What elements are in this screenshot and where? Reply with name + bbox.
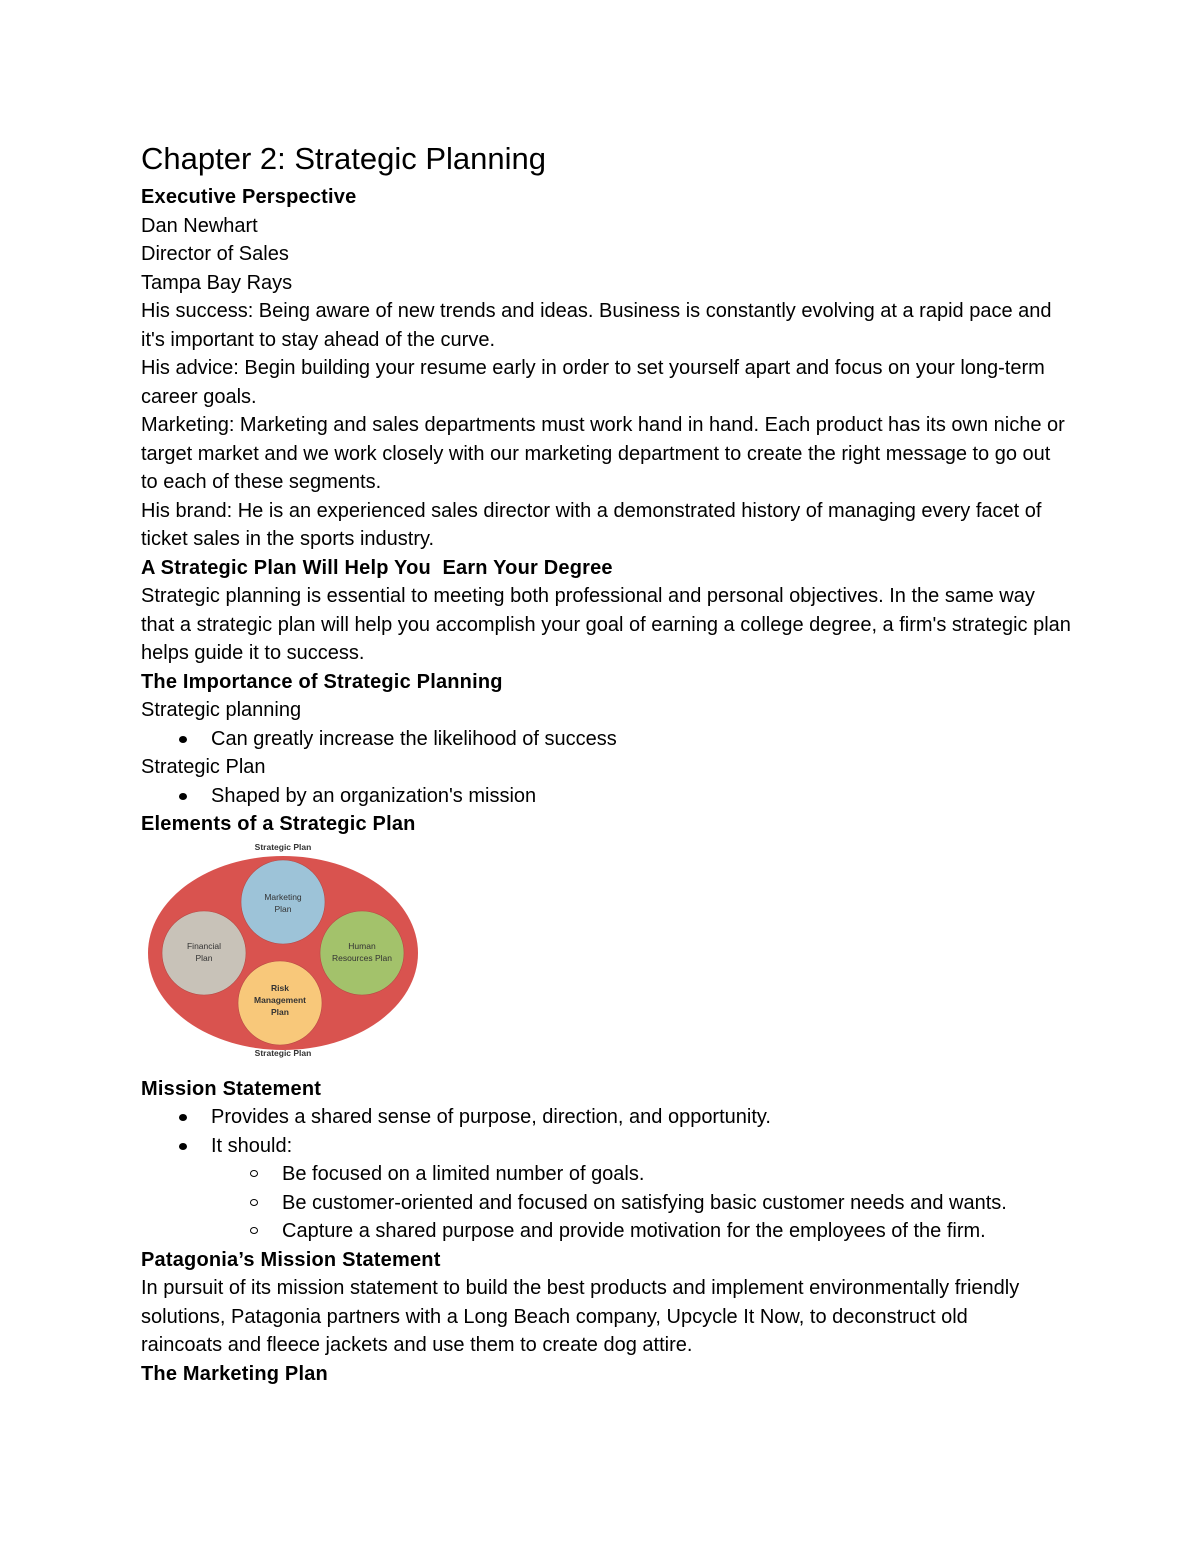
hr-plan-label-1: Human (348, 940, 376, 951)
executive-org: Tampa Bay Rays (141, 271, 293, 294)
risk-plan-label-1: Risk (271, 982, 289, 993)
risk-plan-label-3: Plan (271, 1006, 289, 1017)
list-item: It should: (141, 1132, 1071, 1161)
section-heading-marketing-plan: The Marketing Plan (141, 1362, 328, 1385)
financial-plan-label-2: Plan (195, 952, 213, 963)
page-title: Chapter 2: Strategic Planning (141, 141, 546, 176)
sub-list-item: Be customer-oriented and focused on satisfying basic customer needs and wants. (141, 1189, 1071, 1218)
section-heading-earn-degree: A Strategic Plan Will Help You Earn Your Degree (141, 556, 613, 579)
executive-marketing: Marketing: Marketing and sales departments must work hand in hand. Each product has its own niche or target market and we work closely with our marketing department to create the right message to go out to each of these segments. (141, 414, 1065, 493)
importance-list-2 (141, 782, 1071, 811)
financial-plan-label-1: Financial (186, 940, 222, 951)
strategic-plan-diagram (145, 841, 425, 1059)
section-heading-mission-statement: Mission Statement (141, 1077, 322, 1100)
sub-list-item: Be focused on a limited number of goals. (141, 1160, 1071, 1189)
marketing-plan-circle (241, 860, 325, 944)
marketing-plan-label-2: Plan (274, 903, 292, 914)
section-heading-importance: The Importance of Strategic Planning (141, 670, 503, 693)
term-strategic-plan: Strategic Plan (141, 756, 266, 778)
mission-list (141, 1103, 1071, 1160)
hr-plan-label-2: Resources Plan (331, 952, 393, 963)
list-item: Can greatly increase the likelihood of success (141, 725, 1071, 754)
importance-list-1 (141, 725, 1071, 754)
mission-sublist (141, 1160, 1071, 1246)
degree-paragraph: Strategic planning is essential to meeting both professional and personal objectives. In the same way that a strategic plan will help you accomplish your goal of earning a college degree, a firm's strategic plan helps guide it to success. (141, 585, 1071, 664)
document-page (141, 137, 1071, 1388)
diagram-top-label: Strategic Plan (254, 841, 312, 852)
executive-brand: His brand: He is an experienced sales director with a demonstrated history of managing every facet of ticket sales in the sports industry. (141, 499, 1042, 550)
executive-success: His success: Being aware of new trends and ideas. Business is constantly evolving at a rapid pace and it's important to stay ahead of the curve. (141, 300, 1052, 351)
executive-role: Director of Sales (141, 243, 289, 265)
section-heading-patagonia: Patagonia’s Mission Statement (141, 1248, 441, 1271)
section-heading-elements: Elements of a Strategic Plan (141, 813, 416, 835)
section-heading-executive-perspective: Executive Perspective (141, 186, 357, 208)
executive-name: Dan Newhart (141, 214, 258, 237)
sub-list-item: Capture a shared purpose and provide motivation for the employees of the firm. (141, 1217, 1071, 1246)
risk-plan-label-2: Management (254, 994, 306, 1005)
marketing-plan-label-1: Marketing (264, 891, 302, 902)
patagonia-paragraph: In pursuit of its mission statement to build the best products and implement environmentally friendly solutions, Patagonia partners with a Long Beach company, Upcycle It Now, to deconstruct old raincoats and fleece jackets and use them to create dog attire. (141, 1277, 1020, 1356)
diagram-bottom-label: Strategic Plan (254, 1047, 312, 1058)
list-item: Shaped by an organization's mission (141, 782, 1071, 811)
list-item: Provides a shared sense of purpose, direction, and opportunity. (141, 1103, 1071, 1132)
term-strategic-planning: Strategic planning (141, 699, 302, 721)
executive-advice: His advice: Begin building your resume early in order to set yourself apart and focus on your long-term career goals. (141, 357, 1045, 408)
